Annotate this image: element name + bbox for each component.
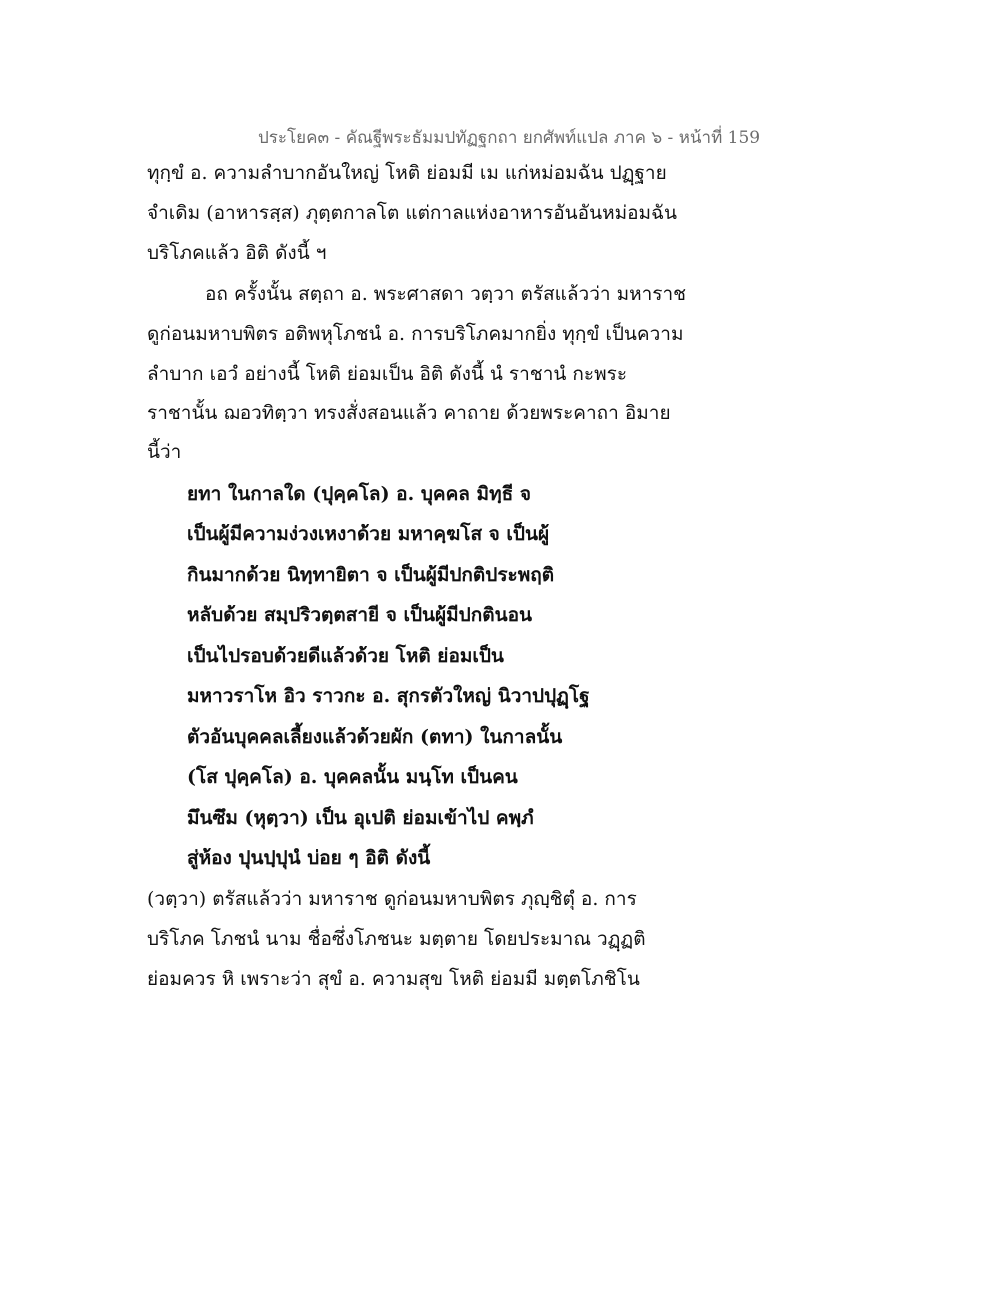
verse-line: ตัวอันบุคคลเลี้ยงแล้วด้วยผัก (ตทา) ในกาลนั้น xyxy=(187,726,563,748)
verse-line: มึนซึม (หุตฺวา) เป็น อุเปติ ย่อมเข้าไป คพฺภํ xyxy=(187,807,534,829)
body-line: ลำบาก เอวํ อย่างนี้ โหติ ย่อมเป็น อิติ ดังนี้ นํ ราชานํ กะพระ xyxy=(147,363,628,385)
body-line: นี้ว่า xyxy=(147,441,182,463)
body-line: ดูก่อนมหาบพิตร อติพหุโภชนํ อ. การบริโภคมากยิ่ง ทุกฺขํ เป็นความ xyxy=(147,323,684,345)
body-line: ทุกฺขํ อ. ความลำบากอันใหญ่ โหติ ย่อมมี เม แก่หม่อมฉัน ปฏฺฐาย xyxy=(147,162,667,184)
body-line: (วตฺวา) ตรัสแล้วว่า มหาราช ดูก่อนมหาบพิตร ภุญฺชิตุํ อ. การ xyxy=(147,888,637,910)
verse-line: มหาวราโห อิว ราวกะ อ. สุกรตัวใหญ่ นิวาปปุฏฺโฐ xyxy=(187,685,590,707)
page-header: ประโยค๓ - คัณฐีพระธัมมปทัฏฐกถา ยกศัพท์แปล ภาค ๖ - หน้าที่ 159 xyxy=(258,128,761,148)
verse-line: สู่ห้อง ปุนปฺปุนํ บ่อย ๆ อิติ ดังนี้ xyxy=(187,847,431,869)
body-line: จำเดิม (อาหารสฺส) ภุตฺตกาลโต แต่กาลแห่งอาหารอันอันหม่อมฉัน xyxy=(147,202,677,224)
verse-line: เป็นผู้มีความง่วงเหงาด้วย มหาคฺฆโส จ เป็นผู้ xyxy=(187,523,550,545)
body-line: ย่อมควร หิ เพราะว่า สุขํ อ. ความสุข โหติ ย่อมมี มตฺตโภชิโน xyxy=(147,968,640,990)
body-line: บริโภคแล้ว อิติ ดังนี้ ฯ xyxy=(147,242,327,264)
verse-line: ยทา ในกาลใด (ปุคฺคโล) อ. บุคคล มิทฺธี จ xyxy=(187,483,531,505)
verse-line: กินมากด้วย นิทฺทายิตา จ เป็นผู้มีปกติประพฤติ xyxy=(187,564,555,586)
verse-line: เป็นไปรอบด้วยดีแล้วด้วย โหติ ย่อมเป็น xyxy=(187,645,504,667)
body-line: อถ ครั้งนั้น สตฺถา อ. พระศาสดา วตฺวา ตรัสแล้วว่า มหาราช xyxy=(205,283,687,305)
body-line: ราชานั้น ฌอวทิตฺวา ทรงสั่งสอนแล้ว คาถาย ด้วยพระคาถา อิมาย xyxy=(147,402,671,424)
body-line: บริโภค โภชนํ นาม ชื่อซึ่งโภชนะ มตฺตาย โดยประมาณ วฏฺฏติ xyxy=(147,928,646,950)
verse-line: (โส ปุคฺคโล) อ. บุคคลนั้น มนฺโท เป็นคน xyxy=(187,766,518,788)
verse-line: หลับด้วย สมฺปริวตฺตสายี จ เป็นผู้มีปกตินอน xyxy=(187,604,532,626)
